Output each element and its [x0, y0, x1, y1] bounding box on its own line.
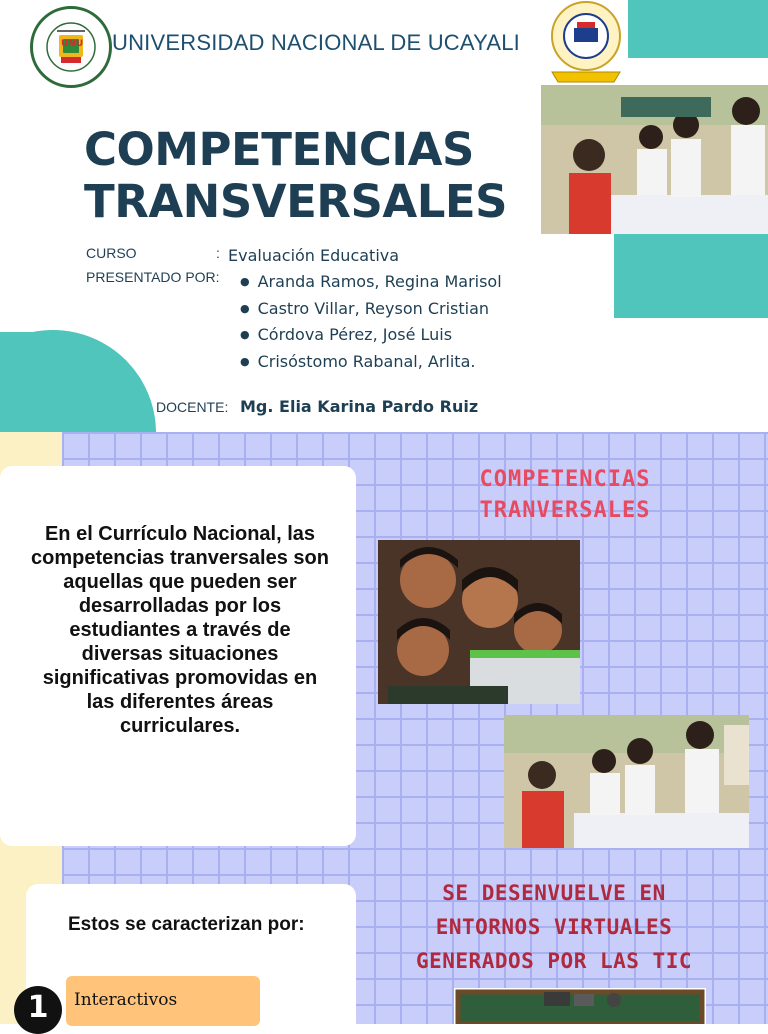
interactivos-pill — [66, 976, 260, 1026]
curso-label: CURSO — [86, 245, 137, 261]
curso-colon: : — [216, 245, 220, 261]
logo-left-center-text: UNU — [61, 39, 84, 49]
presentado-label: PRESENTADO POR: — [86, 269, 220, 285]
student-item: ● Crisóstomo Rabanal, Arlita. — [240, 350, 502, 377]
students-photo-icon-2 — [504, 715, 749, 848]
competencias-heading-line-1: COMPETENCIAS — [479, 467, 651, 492]
boys-photo-icon — [378, 540, 580, 704]
faculty-seal-icon — [544, 0, 628, 86]
curso-value: Evaluación Educativa — [228, 246, 400, 265]
teal-block-top-right — [628, 0, 768, 58]
number-badge-text: 1 — [27, 990, 49, 1025]
teal-block-right — [614, 232, 768, 318]
student-item: ● Aranda Ramos, Regina Marisol — [240, 270, 502, 297]
classroom-photo-bottom — [504, 715, 749, 848]
characteristics-intro: Estos se caracterizan por: — [68, 914, 305, 935]
chalkboard-icon — [454, 988, 706, 1024]
docente-label: DOCENTE: — [156, 399, 229, 415]
tic-heading — [404, 876, 704, 978]
boys-laptop-photo — [378, 540, 580, 704]
competencias-heading — [420, 464, 710, 526]
university-name: UNIVERSIDAD NACIONAL DE UCAYALI — [112, 30, 520, 55]
tic-heading-line-2: ENTORNOS VIRTUALES — [435, 915, 673, 939]
students-photo-icon — [541, 85, 768, 234]
characteristics-card — [26, 884, 356, 1034]
tic-heading-line-3: GENERADOS POR LAS TIC — [415, 949, 692, 973]
university-logo-left — [30, 6, 112, 88]
title-line-2: TRANSVERSALES — [84, 175, 508, 228]
faculty-logo-right — [544, 0, 628, 86]
student-list — [240, 270, 502, 376]
student-item: ● Castro Villar, Reyson Cristian — [240, 297, 502, 324]
number-badge-1 — [14, 986, 62, 1034]
definition-text: En el Currículo Nacional, las competencias tranversales son aquellas que pueden ser desarrolladas por los estudiantes a través de diversas situaciones significativas promovidas en las diferentes áreas curriculares. — [31, 523, 329, 737]
classroom-photo-top — [541, 85, 768, 234]
student-item: ● Córdova Pérez, José Luis — [240, 323, 502, 350]
competencias-heading-line-2: TRANVERSALES — [479, 498, 651, 523]
tic-heading-line-1: SE DESENVUELVE EN — [442, 881, 666, 905]
chalkboard-image — [454, 988, 706, 1024]
docente-value: Mg. Elia Karina Pardo Ruiz — [240, 397, 479, 416]
interactivos-label: Interactivos — [74, 990, 178, 1010]
page-title — [84, 124, 507, 228]
title-line-1: COMPETENCIAS — [84, 123, 474, 176]
definition-card — [0, 466, 356, 846]
